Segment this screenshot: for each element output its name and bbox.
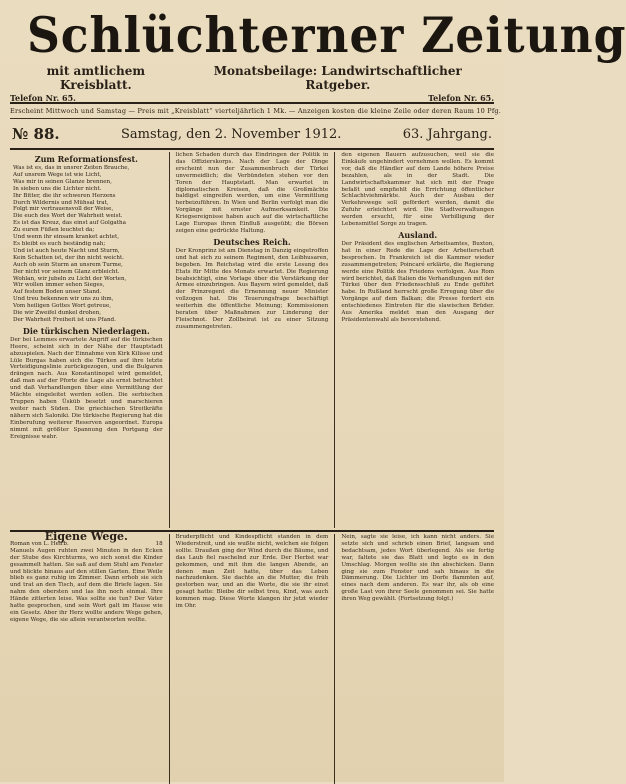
telefon-right: Telefon Nr. 65. [428, 93, 494, 103]
poem-line: Die euch des Wort der Wahrheit weist. [13, 213, 123, 220]
feuilleton-columns [10, 530, 495, 784]
poem-line: Wohlan, wir jubeln zu Licht der Worten, [13, 275, 127, 282]
serial-installment: 18 [155, 540, 163, 547]
article-text: lichen Schaden durch das Eindringen der Politik in das Offizierskorps. Nach der Lage der Dinge erscheint nun der Zusammenbruch der Türkei unvermeidlich; die Verbündeten stehen vor den Toren der Hauptstadt. Man erwartet in diplomatischen Kreisen, daß die Großmächte baldigst eingreifen werden, um eine Vermittlung herbeizuführen. In Wien und Berlin verfolgt man die Vorgänge mit ernster Aufmerksamkeit. Die Kriegsereignisse haben auch auf die wirtschaftliche Lage Europas ihren Einfluß ausgeübt; die Börsen zeigen eine gedrückte Haltung. [175, 152, 329, 234]
poem-line: Der Wahrheit Freiheit ist uns Pfand. [13, 316, 116, 323]
serial-column-1 [10, 530, 163, 784]
heading-reformation: Zum Reformationsfest. [34, 154, 138, 164]
poem-line: Wir wollen immer sehen Sieges, [13, 282, 105, 289]
poem-line: Ihr Bitter, die ihr schweren Herzens [13, 192, 116, 199]
serial-text: Manuels Augen ruhten zwei Minuten in den Ecken der Stube des Kirchturms, wo sich sonst die Kinder gesammelt hatten. Sie saß auf dem Stuhl am Fenster und blickte hinaus auf den stillen Garten. Eine Weile blieb es ganz ruhig im Zimmer. Dann erhob sie sich und trat an den Tisch, auf dem die Briefe lagen. Sie nahm den obersten und las ihn noch einmal. Ihre Hände zitterten leise. Was sollte sie tun? Der Vater hatte gesprochen, und sein Wort galt im Hause wie ein Gesetz. Aber ihr Herz wollte andere Wege gehen, eigene Wege, die sie allein verantworten wollte. [10, 547, 163, 623]
column-2 [176, 152, 329, 528]
publication-notice: Erscheint Mittwoch und Samstag — Preis mit „Kreisblatt“ vierteljährlich 1 Mk. — Anzeigen kosten die kleine Zeile oder deren Raum 10 Pfg. [10, 107, 502, 115]
divider [10, 118, 494, 119]
subtitle-right: Monatsbeilage: Landwirtschaftlicher Ratgeber. [213, 64, 462, 92]
masthead [10, 6, 626, 103]
telefon-left: Telefon Nr. 65. [10, 93, 76, 103]
poem-line: Der nicht vor seinem Glanz erbleicht. [13, 268, 120, 275]
poem-line: Und treu bekennen wir uns zu ihm, [13, 296, 114, 303]
heading-tuerkei: Die türkischen Niederlagen. [22, 325, 150, 336]
poem-line: Es bleibt es euch beständig nah; [13, 240, 106, 247]
column-rule [334, 152, 335, 528]
heading-deutsches-reich: Deutsches Reich. [213, 236, 291, 247]
poem-line: In sieben uns die Lichter nicht. [13, 185, 102, 192]
issue-volume: 63. Jahrgang. [402, 126, 492, 142]
poem-line: Was mir in seinen Glanze brennen, [13, 178, 112, 185]
poem-line: Auf festem Boden unser Stand. [13, 289, 102, 296]
column-rule [334, 534, 335, 784]
serial-text: Nein, sagte sie leise, ich kann nicht anders. Sie setzte sich und schrieb einen Brief, langsam und bedachtsam, jedes Wort überlegend. Als sie fertig war, faltete sie das Blatt und legte es in den Umschlag. Morgen wollte sie ihn abschicken. Dann ging sie zum Fenster und sah hinaus in die Dämmerung. Die Lichter im Dorfe flammten auf, eines nach dem anderen. Es war ihr, als ob eine große Last von ihrer Seele genommen sei. Sie hatte ihren Weg gewählt. (Fortsetzung folgt.) [341, 534, 495, 603]
poem-line: Auch ob sein Sturm an unsrem Turme, [13, 261, 123, 268]
poem-line: Was ist es, das in unsrer Zeiten Brauche, [13, 165, 130, 171]
divider [10, 148, 494, 150]
poem-line: Es ist das Kreuz, das einst auf Golgatha [13, 220, 126, 227]
poem-line: Auf unsrem Wege ist wie Licht, [13, 171, 102, 178]
subtitle-left: mit amtlichem Kreisblatt. [46, 64, 146, 92]
poem-line: Und ist auch heute Nacht und Sturm, [13, 247, 120, 254]
poem [10, 165, 163, 324]
masthead-subtitle-row [10, 64, 494, 92]
poem-line: Vom heiligen Gottes Wort getreue, [13, 303, 112, 310]
serial-title: Eigene Wege. [44, 530, 128, 543]
poem-line: Und wenn ihr einsam kranket achtet, [13, 234, 119, 241]
heading-ausland: Ausland. [398, 229, 438, 240]
issue-line [10, 121, 494, 146]
column-1 [10, 152, 163, 528]
newspaper-title: Schlüchterner Zeitung [26, 6, 626, 64]
serial-column-2 [176, 534, 329, 784]
issue-number: № 88. [12, 125, 60, 143]
poem-line: Zu euren Füßen leuchtet da; [13, 227, 95, 234]
poem-line: Durch Wildernis und Mühsal trat, [13, 199, 109, 206]
poem-line: Folgt mir vertrauensvoll der Weise, [13, 206, 114, 213]
divider [10, 102, 494, 104]
column-rule [169, 152, 170, 528]
article-text: Der bei Lemmes erwartete Angriff auf die türkischen Heere, scheint sich in der Nähe der Hauptstadt abzuspielen. Nach der Einnahme von Kirk Kilisse und Lüle Burgas haben sich die Türken auf ihre letzte Verteidigungslinie zurückgezogen, und die Bulgaren drängen nach. Aus Konstantinopel wird gemeldet, daß man auf der Pforte die Lage als ernst betrachtet und daß Verhandlungen über eine Vermittlung der Mächte eingeleitet werden sollen. Die serbischen Truppen haben Üsküb besetzt und marschieren weiter nach Süden. Die griechischen Streitkräfte nähern sich Saloniki. Die türkische Regierung hat die Einberufung weiterer Reserven angeordnet. Europa nimmt mit größter Spannung den Fortgang der Ereignisse wahr. [10, 336, 163, 440]
serial-author: Roman von L. Heirb. [10, 540, 69, 547]
poem-line: Die wir Zweifel dunkel drohen, [13, 310, 102, 317]
serial-text: Bruderpflicht und Kindespflicht standen in dem Wiederstreit, und sie wußte nicht, welchen sie folgen sollte. Draußen ging der Wind durch die Bäume, und das Laub fiel raschelnd zur Erde. Der Herbst war gekommen, und mit ihm die langen Abende, an denen man Zeit hatte, über das Leben nachzudenken. Sie dachte an die Mutter, die früh gestorben war, und an die Worte, die sie ihr einst gesagt hatte: Bleibe dir selbst treu, Kind, was auch kommen mag. Diese Worte klangen ihr jetzt wieder im Ohr. [175, 534, 329, 610]
issue-date: Samstag, den 2. November 1912. [120, 126, 342, 142]
article-text: Der Präsident des englischen Arbeitsamtes, Buxton, hat in einer Rede die Lage der Arbeiterschaft besprochen. In Frankreich ist die Kammer wieder zusammengetreten; Poincaré erklärte, die Regierung werde eine Politik des Friedens verfolgen. Aus Rom wird berichtet, daß Italien die Verhandlungen mit der Türkei über den Friedensschluß zu Ende geführt habe. In Rußland herrscht große Erregung über die Vorgänge auf dem Balkan; die Presse fordert ein entschiedenes Eintreten für die slawischen Brüder. Aus Amerika meldet man den Ausgang der Präsidentenwahl als bevorstehend. [341, 240, 495, 323]
column-rule [169, 534, 170, 784]
article-text: Der Kronprinz ist am Dienstag in Danzig eingetroffen und hat sich zu seinem Regiment, den Leibhusaren, begeben. Im Reichstag wird die erste Lesung des Etats für Mitte des Monats erwartet. Die Regierung beabsichtigt, eine Vorlage über die Verstärkung der Armee einzubringen. Aus Bayern wird gemeldet, daß der Prinzregent die Ernennung neuer Minister vollzogen hat. Die Teuerungsfrage beschäftigt weiterhin die öffentliche Meinung; Kommissionen beraten über Maßnahmen zur Linderung der Fleischnot. Der Zollbeirat ist zu einer Sitzung zusammengetreten. [175, 247, 329, 330]
poem-line: Kein Schatten ist, der ihn nicht weicht. [13, 254, 124, 261]
article-text: den eigenen Bauern aufzusuchen, weil sie die Einkäufe ungehindert vornehmen wollen. Es kommt vor, daß die Händler auf dem Lande höhere Preise bezahlen, als in der Stadt. Die Landwirtschaftskammer hat sich mit der Frage befaßt und empfiehlt die Errichtung öffentlicher Schlachtviehmärkte. Auch der Ausbau der Verkehrswege soll gefördert werden, damit die Zufuhr erleichtert wird. Die Stadtverwaltungen werden ersucht, für eine Verbilligung der Lebensmittel Sorge zu tragen. [341, 152, 495, 228]
serial-column-3 [341, 534, 494, 784]
upper-columns [10, 152, 494, 528]
column-3 [341, 152, 494, 528]
